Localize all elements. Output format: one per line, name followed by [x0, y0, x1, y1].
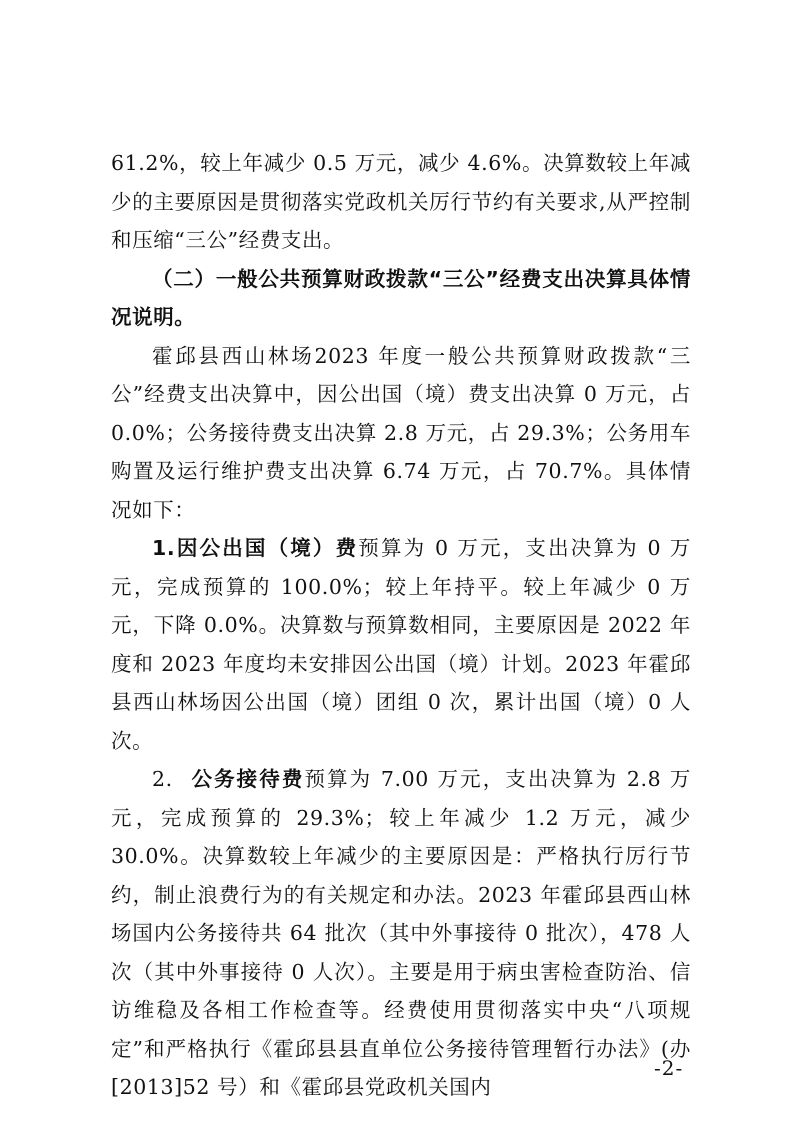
paragraph-continuation: 61.2%，较上年减少 0.5 万元，减少 4.6%。决算数较上年减少的主要原因是贯彻落实党政机关厉行节约有关要求,从严控制和压缩“三公”经费支出。: [111, 151, 691, 252]
item-1-paragraph: [111, 529, 691, 760]
section-heading: （二）一般公共预算财政拨款“三公”经费支出决算具体情况说明。: [111, 266, 691, 329]
paragraph-summary: 霍邱县西山林场2023 年度一般公共预算财政拨款“三公”经费支出决算中，因公出国（境）费支出决算 0 万元，占 0.0%；公务接待费支出决算 2.8 万元，占 29.3%；公务用车购置及运行维护费支出决算 6.74 万元，占 70.7%。具体情况如下：: [111, 343, 691, 522]
item-2-title: 公务接待费: [190, 767, 305, 791]
item-2-body: 预算为 7.00 万元，支出决算为 2.8 万元，完成预算的 29.3%；较上年减少 1.2 万元，减少 30.0%。决算数较上年减少的主要原因是：严格执行厉行节约，制止浪费行为的有关规定和办法。2023 年霍邱县西山林场国内公务接待共 64 批次（其中外事接待 0 批次），478 人次（其中外事接待 0 人次）。主要是用于病虫害检查防治、信访维稳及各相工作检查等。经费使用贯彻落实中央“八项规定”和严格执行《霍邱县县直单位公务接待管理暂行办法》(办[2013]52 号）和《霍邱县党政机关国内: [111, 767, 691, 1099]
item-2-paragraph: [111, 760, 691, 1107]
page-number: -2-: [654, 1056, 684, 1080]
item-1-title: 1.因公出国（境）费: [152, 536, 359, 560]
item-2-number: 2.: [152, 767, 173, 791]
item-1-body: 预算为 0 万元，支出决算为 0 万元，完成预算的 100.0%；较上年持平。较上年减少 0 万元，下降 0.0%。决算数与预算数相同，主要原因是 2022 年度和 2023 年度均未安排因公出国（境）计划。2023 年霍邱县西山林场因公出国（境）团组 0 次，累计出国（境）0 人次。: [111, 536, 691, 753]
body-text: [111, 144, 691, 1107]
